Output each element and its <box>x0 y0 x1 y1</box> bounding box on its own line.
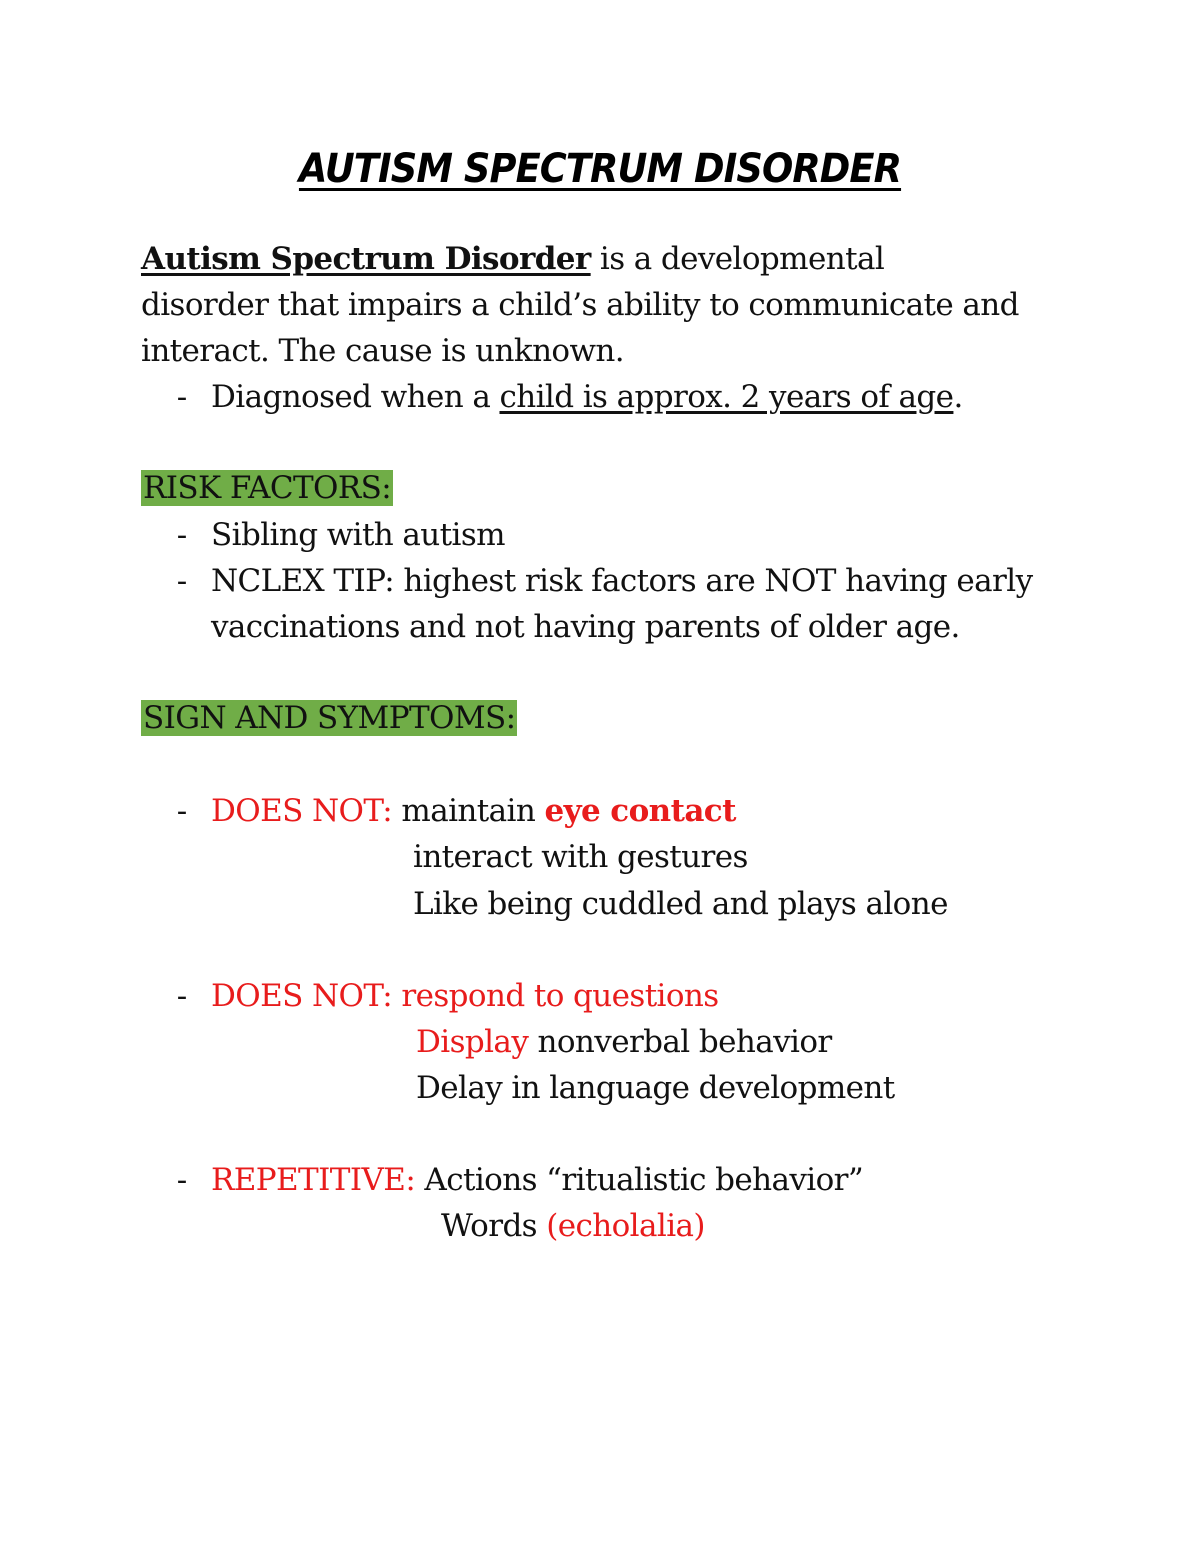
symptom-group-1-line-1 <box>211 791 736 831</box>
bullet-dash: - <box>176 563 188 599</box>
signs-symptoms-heading <box>141 698 517 738</box>
intro-line-3: interact. The cause is unknown. <box>141 333 625 369</box>
ritualistic-text: Actions “ritualistic behavior” <box>415 1162 864 1198</box>
risk-factors-heading <box>141 468 393 508</box>
does-not-label-2: DOES NOT: <box>211 978 393 1014</box>
page-title: AUTISM SPECTRUM DISORDER <box>298 146 902 192</box>
intro-line-1-rest: is a developmental <box>590 241 885 277</box>
intro-term: Autism Spectrum Disorder <box>141 241 591 277</box>
diagnosis-pre: Diagnosed when a <box>211 379 500 415</box>
nonverbal-text: nonverbal behavior <box>528 1024 832 1060</box>
risk-heading-highlight: RISK FACTORS: <box>143 470 392 506</box>
signs-heading-highlight: SIGN AND SYMPTOMS: <box>143 700 516 736</box>
symptom-group-2-line-3: Delay in language development <box>416 1070 895 1106</box>
intro-line-1 <box>141 239 884 279</box>
risk-item-nclex-line-2: vaccinations and not having parents of older age. <box>211 609 960 645</box>
respond-questions-text: respond to questions <box>392 978 719 1014</box>
diagnosis-line <box>211 377 963 417</box>
symptom-group-1-line-3: Like being cuddled and plays alone <box>413 886 948 922</box>
maintain-text: maintain <box>392 793 545 829</box>
diagnosis-post: . <box>953 379 963 415</box>
symptom-group-3-line-2 <box>441 1206 705 1246</box>
bullet-dash: - <box>176 1162 188 1198</box>
risk-item-sibling: Sibling with autism <box>211 517 505 553</box>
symptom-group-2-line-2 <box>416 1022 832 1062</box>
echolalia-text: (echolalia) <box>546 1208 705 1244</box>
bullet-dash: - <box>176 517 188 553</box>
repetitive-label: REPETITIVE: <box>211 1162 416 1198</box>
symptom-group-1-line-2: interact with gestures <box>413 839 748 875</box>
risk-item-nclex-line-1: NCLEX TIP: highest risk factors are NOT having early <box>211 563 1033 599</box>
words-text: Words <box>441 1208 547 1244</box>
bullet-dash: - <box>176 793 188 829</box>
intro-line-2: disorder that impairs a child’s ability to communicate and <box>141 287 1019 323</box>
bullet-dash: - <box>176 978 188 1014</box>
display-text: Display <box>416 1024 529 1060</box>
symptom-group-3-line-1 <box>211 1160 863 1200</box>
symptom-group-2-line-1 <box>211 976 719 1016</box>
eye-contact-text: eye contact <box>544 793 736 829</box>
bullet-dash: - <box>176 379 188 415</box>
diagnosis-age: child is approx. 2 years of age <box>499 379 954 415</box>
does-not-label-1: DOES NOT: <box>211 793 393 829</box>
